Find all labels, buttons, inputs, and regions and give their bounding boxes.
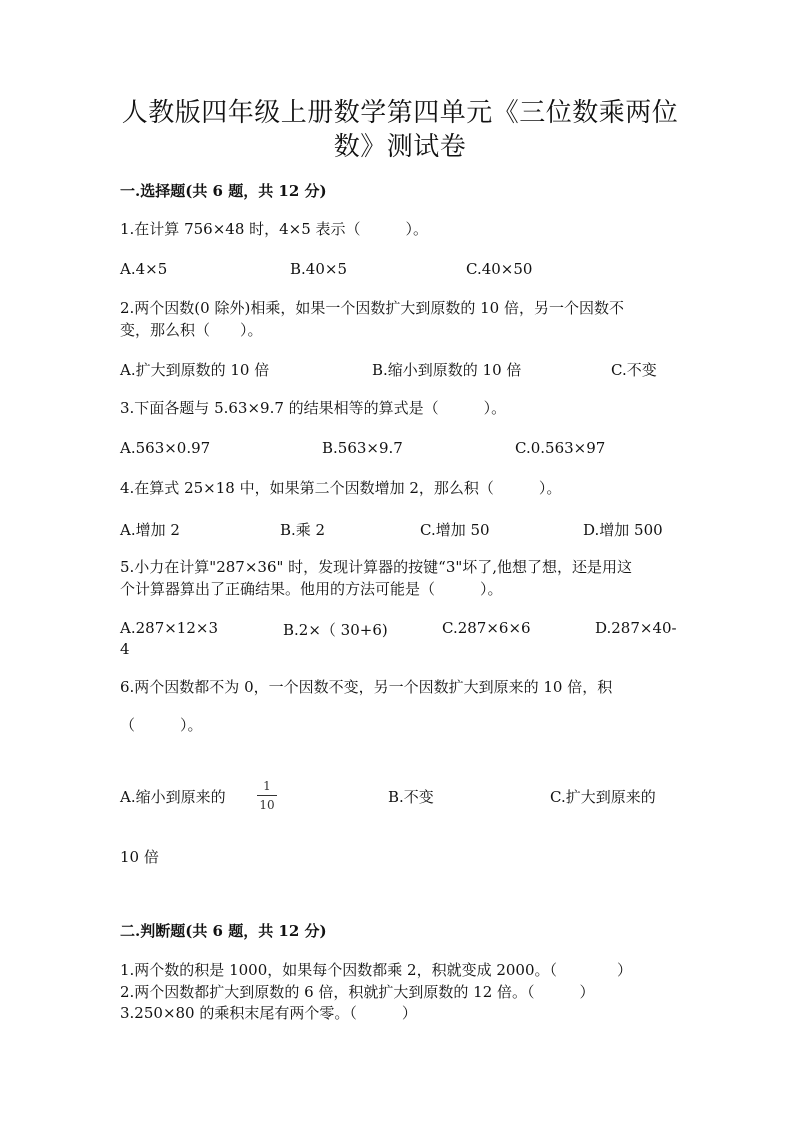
q6-option-c[interactable]: C.扩大到原来的 bbox=[550, 788, 656, 806]
q2-option-c[interactable]: C.不变 bbox=[611, 361, 657, 379]
q6-option-c-wrap: 10 倍 bbox=[120, 848, 159, 866]
q6-option-b[interactable]: B.不变 bbox=[388, 788, 434, 806]
fraction-one-tenth bbox=[256, 779, 278, 812]
q4-option-b[interactable]: B.乘 2 bbox=[280, 521, 326, 539]
q5-option-a[interactable]: A.287×12×3 bbox=[120, 619, 218, 637]
question-5-line1: 5.小力在计算"287×36" 时，发现计算器的按键“3"坏了,他想了想，还是用这 bbox=[120, 558, 633, 576]
question-2-line1: 2.两个因数(0 除外)相乘，如果一个因数扩大到原数的 10 倍，另一个因数不 bbox=[120, 299, 624, 317]
fraction-denominator: 10 bbox=[259, 798, 275, 812]
q1-option-b[interactable]: B.40×5 bbox=[290, 260, 347, 278]
section-heading-judgement: 二.判断题(共 6 题，共 12 分) bbox=[120, 922, 327, 940]
q4-option-d[interactable]: D.增加 500 bbox=[583, 521, 663, 539]
q2-option-b[interactable]: B.缩小到原数的 10 倍 bbox=[372, 361, 522, 379]
question-5-line2: 个计算器算出了正确结果。他用的方法可能是（ ）。 bbox=[120, 580, 503, 598]
q4-option-c[interactable]: C.增加 50 bbox=[420, 521, 490, 539]
page-title-line1: 人教版四年级上册数学第四单元《三位数乘两位 bbox=[121, 98, 679, 128]
q1-option-c[interactable]: C.40×50 bbox=[466, 260, 533, 278]
section-heading-choice: 一.选择题(共 6 题，共 12 分) bbox=[120, 182, 327, 200]
q5-option-b[interactable]: B.2×（ 30+6) bbox=[283, 621, 388, 639]
question-3: 3.下面各题与 5.63×9.7 的结果相等的算式是（ ）。 bbox=[120, 399, 507, 417]
q4-option-a[interactable]: A.增加 2 bbox=[120, 521, 180, 539]
question-1: 1.在计算 756×48 时，4×5 表示（ ）。 bbox=[120, 220, 429, 238]
question-6-line1: 6.两个因数都不为 0，一个因数不变，另一个因数扩大到原来的 10 倍，积 bbox=[120, 678, 613, 696]
q2-option-a[interactable]: A.扩大到原数的 10 倍 bbox=[120, 361, 270, 379]
question-4: 4.在算式 25×18 中，如果第二个因数增加 2，那么积（ ）。 bbox=[120, 479, 562, 497]
judgement-item-3: 3.250×80 的乘积末尾有两个零。（ ） bbox=[120, 1004, 417, 1022]
fraction-numerator: 1 bbox=[263, 779, 271, 793]
q3-option-a[interactable]: A.563×0.97 bbox=[120, 439, 211, 457]
q3-option-b[interactable]: B.563×9.7 bbox=[322, 439, 403, 457]
question-2-line2: 变，那么积（ ）。 bbox=[120, 321, 263, 339]
q6-option-a[interactable]: A.缩小到原来的 bbox=[120, 788, 226, 806]
question-6-line2: （ ）。 bbox=[120, 716, 203, 734]
q5-option-c[interactable]: C.287×6×6 bbox=[442, 619, 531, 637]
page-title-line2: 数》测试卷 bbox=[333, 132, 467, 162]
q3-option-c[interactable]: C.0.563×97 bbox=[515, 439, 606, 457]
q5-option-d[interactable]: D.287×40- bbox=[595, 619, 677, 637]
q5-option-d-wrap: 4 bbox=[120, 640, 130, 658]
judgement-item-1: 1.两个数的积是 1000，如果每个因数都乘 2，积就变成 2000。（ ） bbox=[120, 961, 633, 979]
fraction-bar bbox=[257, 795, 277, 796]
judgement-item-2: 2.两个因数都扩大到原数的 6 倍，积就扩大到原数的 12 倍。（ ） bbox=[120, 983, 595, 1001]
q1-option-a[interactable]: A.4×5 bbox=[120, 260, 168, 278]
